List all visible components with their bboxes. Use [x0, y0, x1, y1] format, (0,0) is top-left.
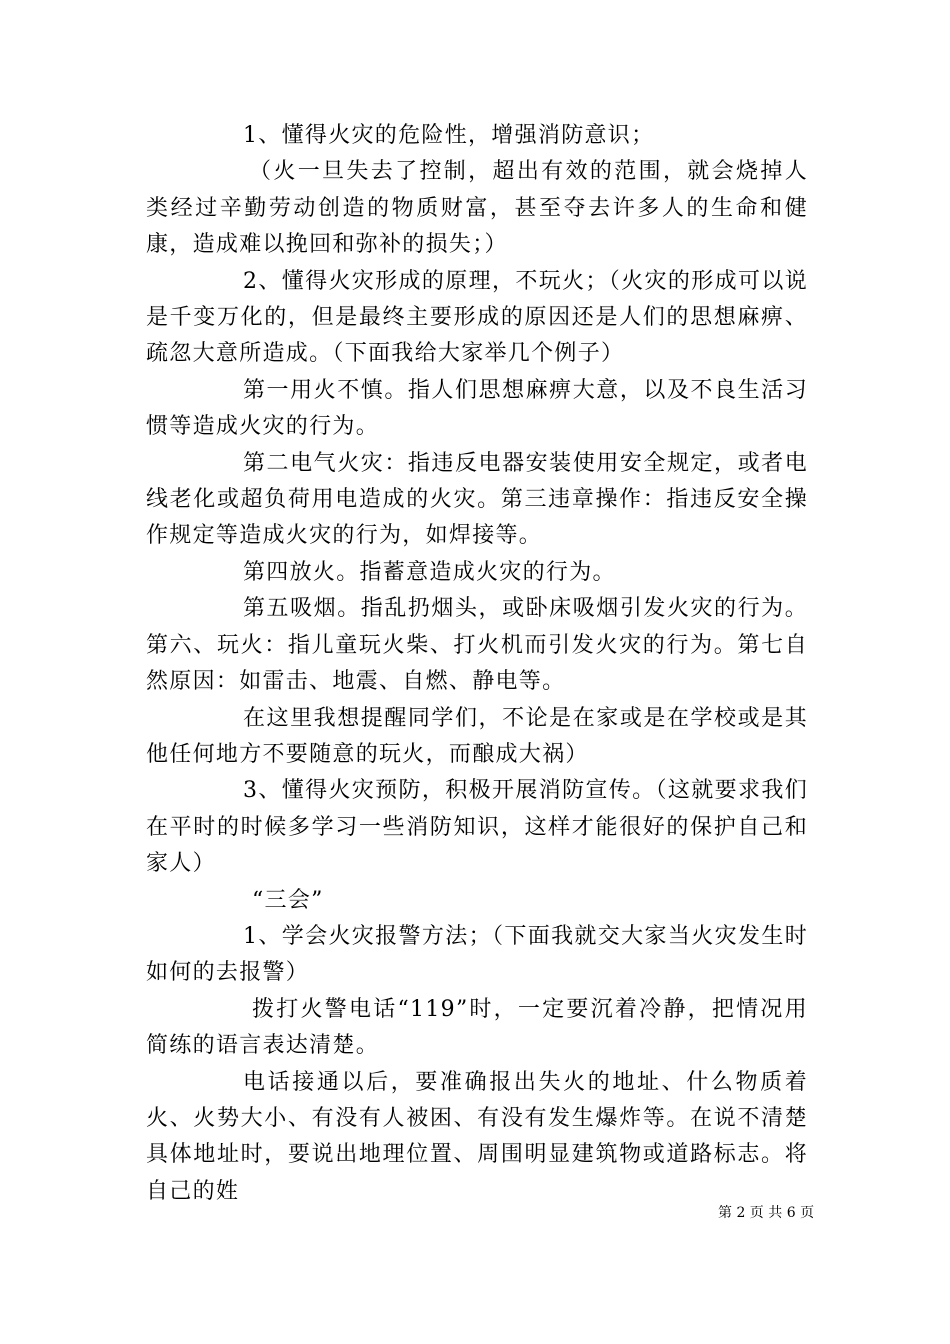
paragraph: 第二电气火灾：指违反电器安装使用安全规定，或者电线老化或超负荷用电造成的火灾。第三违章操作：指违反安全操作规定等造成火灾的行为，如焊接等。 — [146, 450, 808, 549]
paragraph: 2、懂得火灾形成的原理，不玩火；（火灾的形成可以说是千变万化的，但是最终主要形成的原因还是人们的思想麻痹、疏忽大意所造成。（下面我给大家举几个例子） — [146, 268, 808, 367]
section-heading: “三会” — [252, 887, 324, 913]
paragraph: 第一用火不慎。指人们思想麻痹大意，以及不良生活习惯等造成火灾的行为。 — [146, 377, 808, 440]
paragraph: 3、懂得火灾预防，积极开展消防宣传。（这就要求我们在平时的时候多学习一些消防知识，这样才能很好的保护自己和家人） — [146, 778, 808, 877]
paragraph: 电话接通以后，要准确报出失火的地址、什么物质着火、火势大小、有没有人被困、有没有发生爆炸等。在说不清楚具体地址时，要说出地理位置、周围明显建筑物或道路标志。将自己的姓 — [146, 1069, 808, 1204]
paragraph: 1、学会火灾报警方法；（下面我就交大家当火灾发生时如何的去报警） — [146, 923, 808, 986]
paragraph: 1、懂得火灾的危险性，增强消防意识； — [243, 123, 655, 148]
document-page — [146, 118, 808, 1210]
paragraph: 在这里我想提醒同学们，不论是在家或是在学校或是其他任何地方不要随意的玩火，而酿成大祸） — [146, 705, 808, 767]
paragraph: 第四放火。指蓄意造成火灾的行为。 — [243, 559, 616, 585]
paragraph: 拨打火警电话“119”时，一定要沉着冷静，把情况用简练的语言表达清楚。 — [146, 996, 808, 1059]
paragraph: （火一旦失去了控制，超出有效的范围，就会烧掉人类经过辛勤劳动创造的物质财富，甚至夺去许多人的生命和健康，造成难以挽回和弥补的损失；） — [146, 159, 808, 258]
page-number-footer: 第 2 页 共 6 页 — [718, 1205, 815, 1221]
paragraph: 第五吸烟。指乱扔烟头，或卧床吸烟引发火灾的行为。第六、玩火：指儿童玩火柴、打火机而引发火灾的行为。第七自然原因：如雷击、地震、自燃、静电等。 — [146, 596, 808, 695]
